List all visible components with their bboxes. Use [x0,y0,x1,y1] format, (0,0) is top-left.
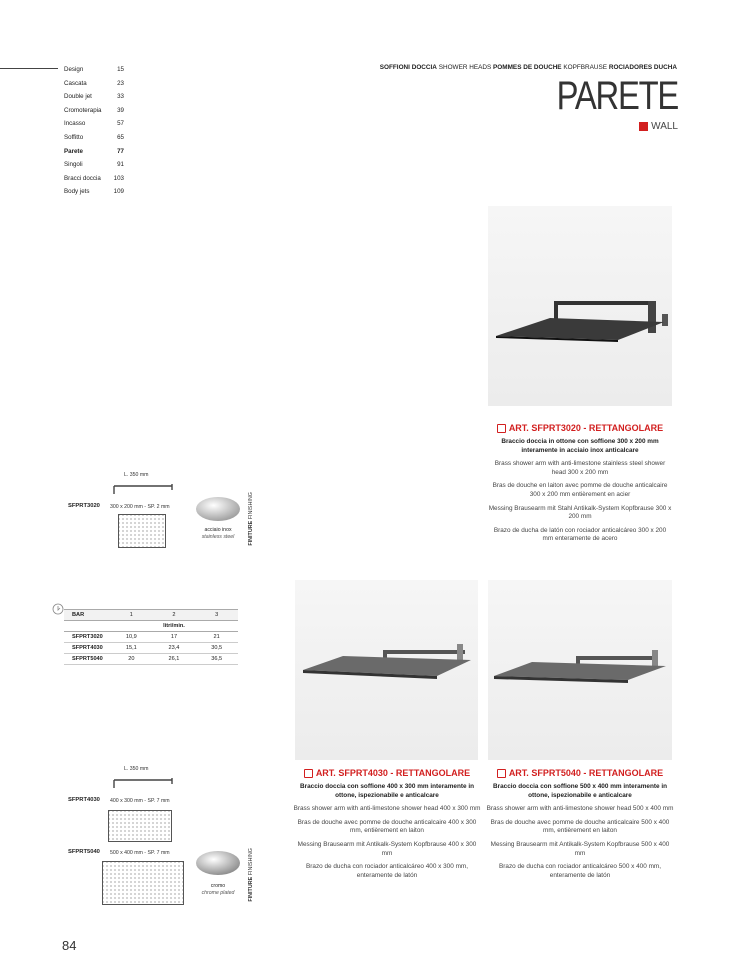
product-title: ART. SFPRT3020 - RETTANGOLARE [508,423,664,434]
table-header-row: BAR 1 2 3 [64,610,238,621]
checkbox-icon [497,769,506,778]
table-row: SFPRT5040 20 26,1 36,5 [64,654,238,665]
table-unit-row: litri/min. [64,621,238,632]
desc-it: Braccio doccia con soffione 500 x 400 mm interamente in ottone, ispezionabile e anticalcare [492,783,668,799]
index-item-double-jet[interactable]: Double jet 33 [64,93,124,101]
desc-de: Messing Brausearm mit Stahl Antikalk-System Kopfbrause 300 x 200 mm [488,504,672,521]
product-image-sfprt3020 [488,206,672,406]
section-index [64,63,124,199]
desc-en: Brass shower arm with anti-limestone shower head 400 x 300 mm [293,805,481,813]
index-item-design[interactable]: Design 15 [64,66,124,73]
index-item-parete[interactable]: Parete 77 [64,147,124,155]
tech-dims-sfprt5040: 500 x 400 mm - SP. 7 mm [110,850,170,856]
desc-de: Messing Brausearm mit Antikalk-System Kopfbrause 400 x 300 mm [297,840,477,857]
index-item-bracci-doccia[interactable]: Bracci doccia 103 [64,174,124,182]
product-image-sfprt4030 [295,580,478,760]
product-title: ART. SFPRT4030 - RETTANGOLARE [315,768,471,779]
desc-fr: Bras de douche avec pomme de douche anticalcaire 400 x 300 mm, entièrement en laiton [297,818,477,835]
arm-drawing [112,482,178,496]
desc-de: Messing Brausearm mit Antikalk-System Kopfbrause 500 x 400 mm [490,840,670,857]
flow-table [64,609,238,665]
index-item-singoli[interactable]: Singoli 91 [64,161,124,169]
table-row: SFPRT3020 10,9 17 21 [64,632,238,643]
index-item-incasso[interactable]: Incasso 57 [64,120,124,128]
shower-head-image [295,580,478,760]
arm-length: L. 350 mm [124,472,149,478]
arm-drawing [112,776,178,790]
finiture-vertical-1: FINITURE FINISHING [248,492,254,546]
product-image-sfprt5040 [488,580,672,760]
arm-length: L. 350 mm [124,766,149,772]
table-row: SFPRT4030 15,1 23,4 30,5 [64,643,238,654]
shower-head-image [488,580,672,760]
finish-swatch-steel [195,496,241,522]
product-text-sfprt3020 [488,424,672,549]
desc-es: Brazo de ducha de latón con rociador anticalcáreo 300 x 200 mm enteramente de acero [493,526,667,543]
finiture-vertical-2: FINITURE FINISHING [248,848,254,902]
flow-rate-icon [52,603,64,615]
desc-es: Brazo de ducha con rociador anticalcáreo 500 x 400 mm, enteramente de latón [499,863,661,879]
head-plan-sfprt3020 [118,514,166,548]
desc-en: Brass shower arm with anti-limestone stainless steel shower head 300 x 200 mm [494,460,666,476]
tech-code-sfprt5040: SFPRT5040 [68,849,100,855]
red-square-icon [639,122,648,131]
desc-it: Braccio doccia in ottone con soffione 300 x 200 mm interamente in acciaio inox anticalcare [501,438,659,454]
checkbox-icon [304,769,313,778]
page-number: 84 [62,938,77,953]
desc-fr: Bras de douche en laiton avec pomme de douche anticalcaire 300 x 200 mm entièrement en acier [492,482,668,498]
page-subtitle: WALL [639,121,678,132]
shower-head-image [488,206,672,406]
index-rule [0,68,58,69]
tech-dims-sfprt3020: 300 x 200 mm - SP. 2 mm [110,504,170,510]
product-text-sfprt4030 [293,769,481,885]
head-plan-sfprt5040 [102,861,184,905]
index-item-body-jets[interactable]: Body jets 109 [64,188,124,196]
tech-dims-sfprt4030: 400 x 300 mm - SP. 7 mm [110,798,170,804]
product-text-sfprt5040 [486,769,674,885]
finish-label-chrome: cromo chrome plated [201,883,235,896]
finish-label-steel: acciaio inox stainless steel [201,527,235,540]
desc-es: Brazo de ducha con rociador anticalcáreo 400 x 300 mm, enteramente de latón [306,863,468,879]
index-item-soffitto[interactable]: Soffitto 65 [64,133,124,141]
index-item-cascata[interactable]: Cascata 23 [64,79,124,87]
desc-en: Brass shower arm with anti-limestone shower head 500 x 400 mm [486,805,674,813]
page-title: PARETE [556,74,678,118]
checkbox-icon [497,424,506,433]
head-plan-sfprt4030 [108,810,172,842]
index-item-cromoterapia[interactable]: Cromoterapia 39 [64,106,124,114]
finish-swatch-chrome [195,850,241,876]
tech-code-sfprt4030: SFPRT4030 [68,797,100,803]
desc-fr: Bras de douche avec pomme de douche anticalcaire 500 x 400 mm, entièrement en laiton [490,818,670,835]
desc-it: Braccio doccia con soffione 400 x 300 mm interamente in ottone, ispezionabile e anticalcare [299,783,475,799]
category-line: SOFFIONI DOCCIA SHOWER HEADS POMMES DE DOUCHE KOPFBRAUSE ROCIADORES DUCHA [379,64,677,71]
tech-code-sfprt3020: SFPRT3020 [68,503,100,509]
product-title: ART. SFPRT5040 - RETTANGOLARE [508,768,664,779]
